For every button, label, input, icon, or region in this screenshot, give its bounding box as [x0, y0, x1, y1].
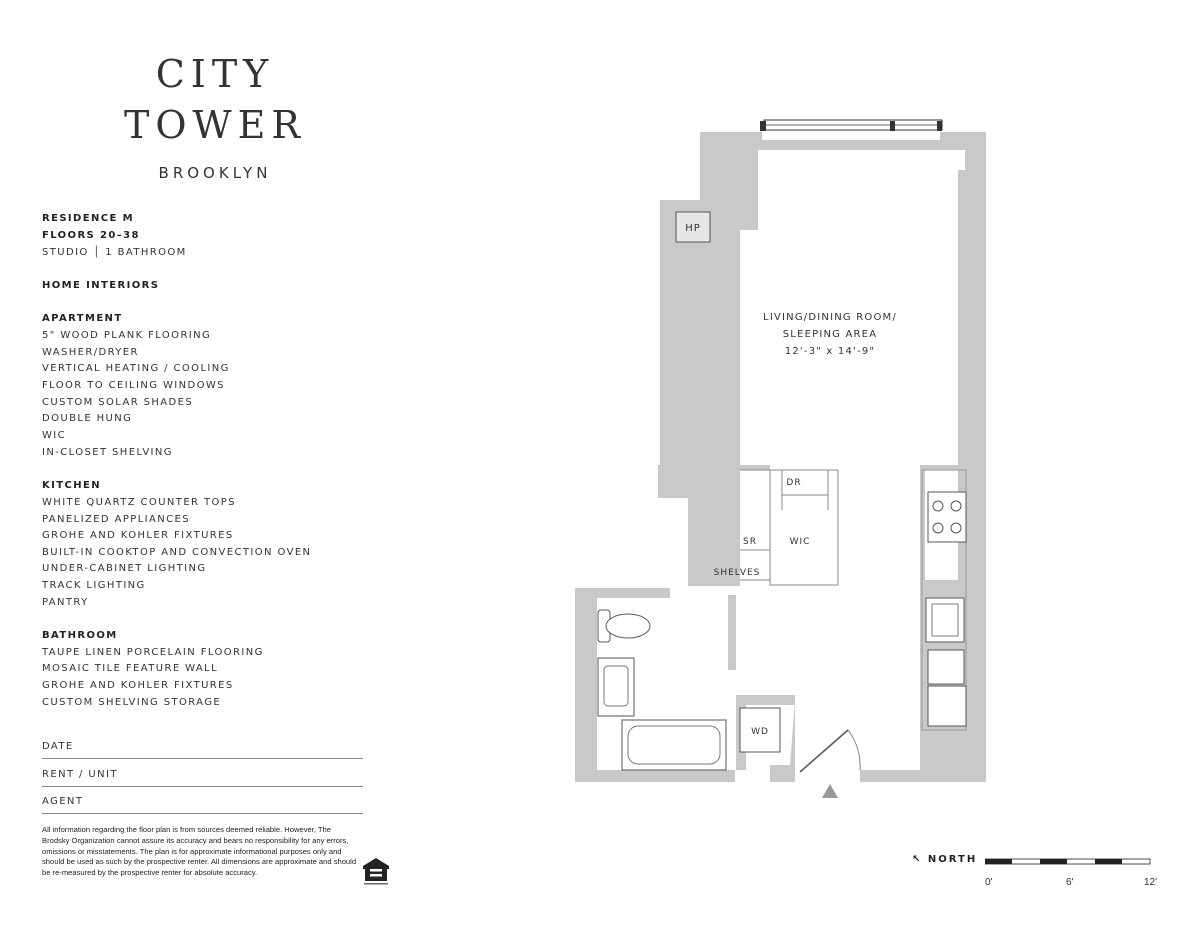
kitchen-item: WHITE QUARTZ COUNTER TOPS — [42, 497, 236, 508]
equal-housing-icon — [360, 855, 392, 887]
dr-label: DR — [786, 478, 802, 488]
residence-type: STUDIO │ 1 BATHROOM — [42, 247, 187, 258]
entry-door — [800, 730, 860, 772]
north-arrow-icon: ↖ — [912, 854, 923, 865]
appliance — [928, 650, 964, 684]
wic-label: WIC — [789, 537, 811, 547]
apartment-heading: APARTMENT — [42, 313, 123, 324]
residence-name: RESIDENCE M — [42, 213, 134, 224]
apartment-item: FLOOR TO CEILING WINDOWS — [42, 380, 225, 391]
apartment-item: WASHER/DRYER — [42, 347, 139, 358]
apartment-item: CUSTOM SOLAR SHADES — [42, 397, 194, 408]
toilet — [598, 610, 650, 642]
kitchen-counter — [922, 470, 966, 730]
rent-line[interactable] — [42, 786, 363, 787]
appliance — [928, 686, 966, 726]
logo-city: CITY — [155, 52, 275, 96]
scale-tick-12: 12' — [1144, 877, 1158, 888]
date-line[interactable] — [42, 758, 363, 759]
bathroom-item: CUSTOM SHELVING STORAGE — [42, 697, 222, 708]
hp-label: HP — [685, 223, 701, 234]
apartment-item: VERTICAL HEATING / COOLING — [42, 363, 230, 374]
agent-line[interactable] — [42, 813, 363, 814]
apartment-item: WIC — [42, 430, 67, 441]
living-label-line2: SLEEPING AREA — [782, 329, 878, 340]
shelves-label: SHELVES — [713, 568, 761, 578]
kitchen-heading: KITCHEN — [42, 480, 101, 491]
window — [760, 120, 942, 131]
bathtub — [622, 720, 726, 770]
walls — [575, 132, 986, 782]
rent-label: RENT / UNIT — [42, 769, 118, 780]
apartment-item: 5" WOOD PLANK FLOORING — [42, 330, 212, 341]
kitchen-item: TRACK LIGHTING — [42, 580, 146, 591]
agent-label: AGENT — [42, 796, 84, 807]
vanity — [598, 658, 634, 716]
wd-label: WD — [751, 727, 769, 737]
scale-tick-0: 0' — [985, 877, 993, 888]
scale-tick-6: 6' — [1066, 877, 1074, 888]
logo-tower: TOWER — [124, 103, 306, 147]
kitchen-item: PANTRY — [42, 597, 89, 608]
north-label: NORTH — [927, 854, 978, 865]
logo-subtitle: BROOKLYN — [158, 164, 272, 182]
bathroom-item: MOSAIC TILE FEATURE WALL — [42, 663, 219, 674]
north-indicator — [912, 854, 977, 865]
disclaimer-text: All information regarding the floor plan is from sources deemed reliable. However, The Brodsky Organization cannot assure its accuracy and bears no responsibility for any errors, omissions or misstatements. The plan is for approximate informational purposes only and should be used as such by the prospective renter. All dimensions are approximate and should be re-measured by the prospective renter for absolute accuracy. — [42, 825, 357, 878]
sr-label: SR — [743, 537, 757, 547]
kitchen-item: BUILT-IN COOKTOP AND CONVECTION OVEN — [42, 547, 312, 558]
apartment-item: IN-CLOSET SHELVING — [42, 447, 173, 458]
scale-bar — [985, 855, 1155, 867]
kitchen-item: GROHE AND KOHLER FIXTURES — [42, 530, 234, 541]
apartment-item: DOUBLE HUNG — [42, 413, 133, 424]
date-label: DATE — [42, 741, 74, 752]
entry-arrow-icon — [822, 784, 838, 798]
bathroom-item: GROHE AND KOHLER FIXTURES — [42, 680, 234, 691]
bathroom-item: TAUPE LINEN PORCELAIN FLOORING — [42, 647, 264, 658]
living-label-line1: LIVING/DINING ROOM/ — [763, 312, 897, 323]
home-interiors-heading: HOME INTERIORS — [42, 280, 160, 291]
residence-floors: FLOORS 20–38 — [42, 230, 140, 241]
kitchen-item: PANELIZED APPLIANCES — [42, 514, 190, 525]
living-dimensions: 12'-3" x 14'-9" — [784, 346, 876, 357]
kitchen-item: UNDER-CABINET LIGHTING — [42, 563, 207, 574]
bathroom-heading: BATHROOM — [42, 630, 118, 641]
floor-plan — [560, 110, 1000, 800]
cooktop — [928, 492, 966, 542]
